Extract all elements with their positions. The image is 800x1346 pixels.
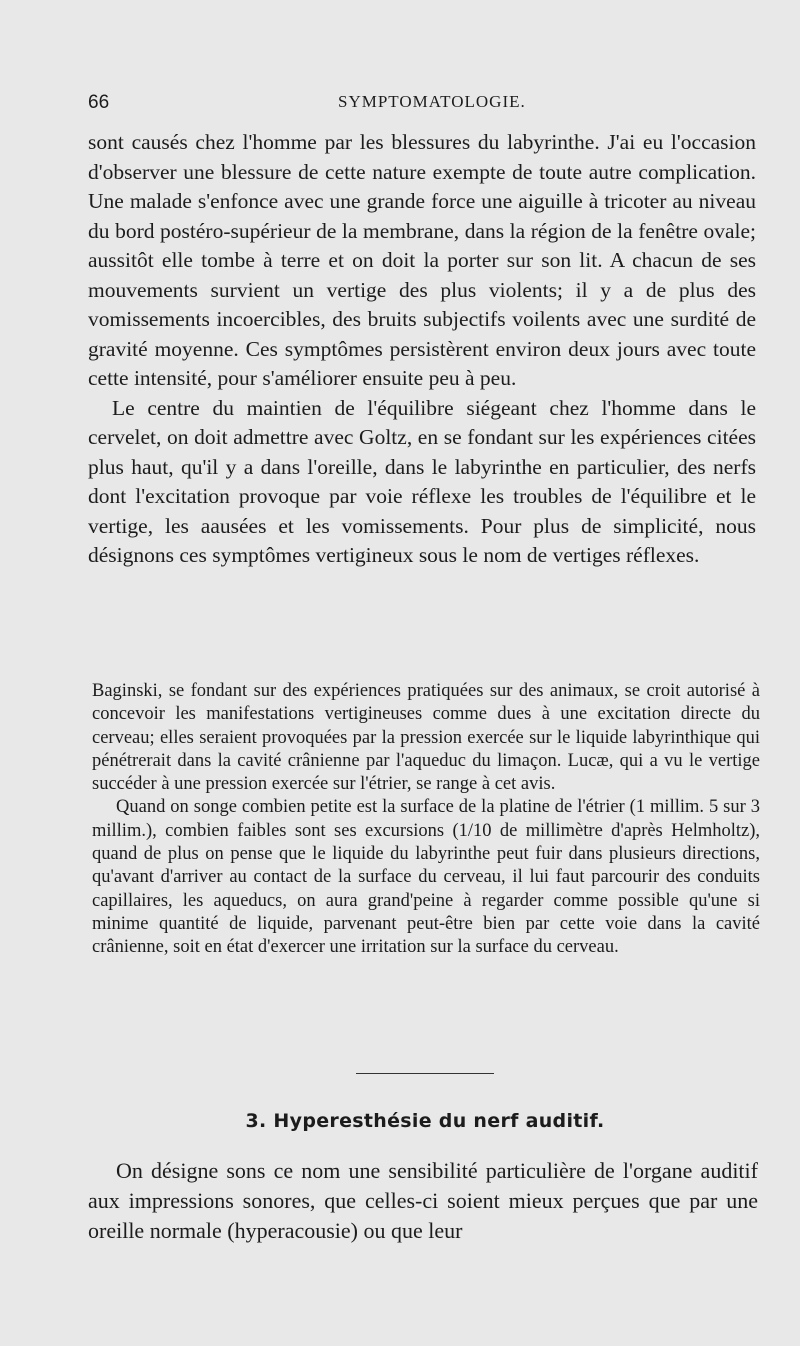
section-heading: 3. Hyperesthésie du nerf auditif. <box>245 1110 605 1132</box>
note-paragraph: Baginski, se fondant sur des expériences pratiquées sur des animaux, se croit autorisé à concevoir les manifestations vertigineuses comme dues à une excitation directe du cerveau; elles seraient provoquées par la pression exercée sur le liquide labyrinthique qui pénétrerait dans la cavité crânienne par l'aqueduc du limaçon. Lucæ, qui a vu le vertige succéder à une pression exercée sur l'étrier, se range à cet avis. <box>92 681 760 795</box>
section-text <box>88 1156 758 1246</box>
paragraph: Le centre du maintien de l'équilibre siégeant chez l'homme dans le cervelet, on doit admettre avec Goltz, en se fondant sur les expériences citées plus haut, qu'il y a dans l'oreille, dans le labyrinthe en particulier, des nerfs dont l'excitation provoque par voie réflexe les troubles de l'équilibre et le vertige, les aausées et les vomissements. Pour plus de simplicité, nous désignons ces symptômes vertigineux sous le nom de vertiges réflexes. <box>88 395 756 567</box>
note-paragraph: Quand on songe combien petite est la surface de la platine de l'étrier (1 millim. 5 sur 3 millim.), combien faibles sont ses excursions (1/10 de millimètre d'après Helmholtz), quand de plus on pense que le liquide du labyrinthe peut fuir dans plusieurs directions, qu'avant d'arriver au contact de la surface du cerveau, il lui faut parcourir des conduits capillaires, les aqueducs, on aura grand'peine à regarder comme possible qu'une si minime quantité de liquide, parvenant peut-être bien par cette voie dans la cavité crânienne, soit en état d'exercer une irritation sur la surface du cerveau. <box>92 797 760 958</box>
page-header <box>88 92 756 116</box>
small-print-note <box>92 680 760 960</box>
page-number: 66 <box>88 92 110 113</box>
running-title: SYMPTOMATOLOGIE. <box>338 92 526 111</box>
paragraph: On désigne sons ce nom une sensibilité particulière de l'organe auditif aux impressions sonores, que celles-ci soient mieux perçues que par une oreille normale (hyperacousie) ou que leur <box>88 1158 758 1243</box>
paragraph: sont causés chez l'homme par les blessures du labyrinthe. J'ai eu l'occasion d'observer une blessure de cette nature exempte de toute autre complication. Une malade s'enfonce avec une grande force une aiguille à tricoter au niveau du bord postéro-supérieur de la membrane, dans la région de la fenêtre ovale; aussitôt elle tombe à terre et on doit la porter sur son lit. A chacun de ses mouvements survient un vertige des plus violents; il y a de plus des vomissements incoercibles, des bruits subjectifs voilents avec une surdité de gravité moyenne. Ces symptômes persistèrent environ deux jours avec toute cette intensité, pour s'améliorer ensuite peu à peu. <box>88 130 756 390</box>
main-text <box>88 128 756 571</box>
section-divider <box>356 1073 494 1074</box>
